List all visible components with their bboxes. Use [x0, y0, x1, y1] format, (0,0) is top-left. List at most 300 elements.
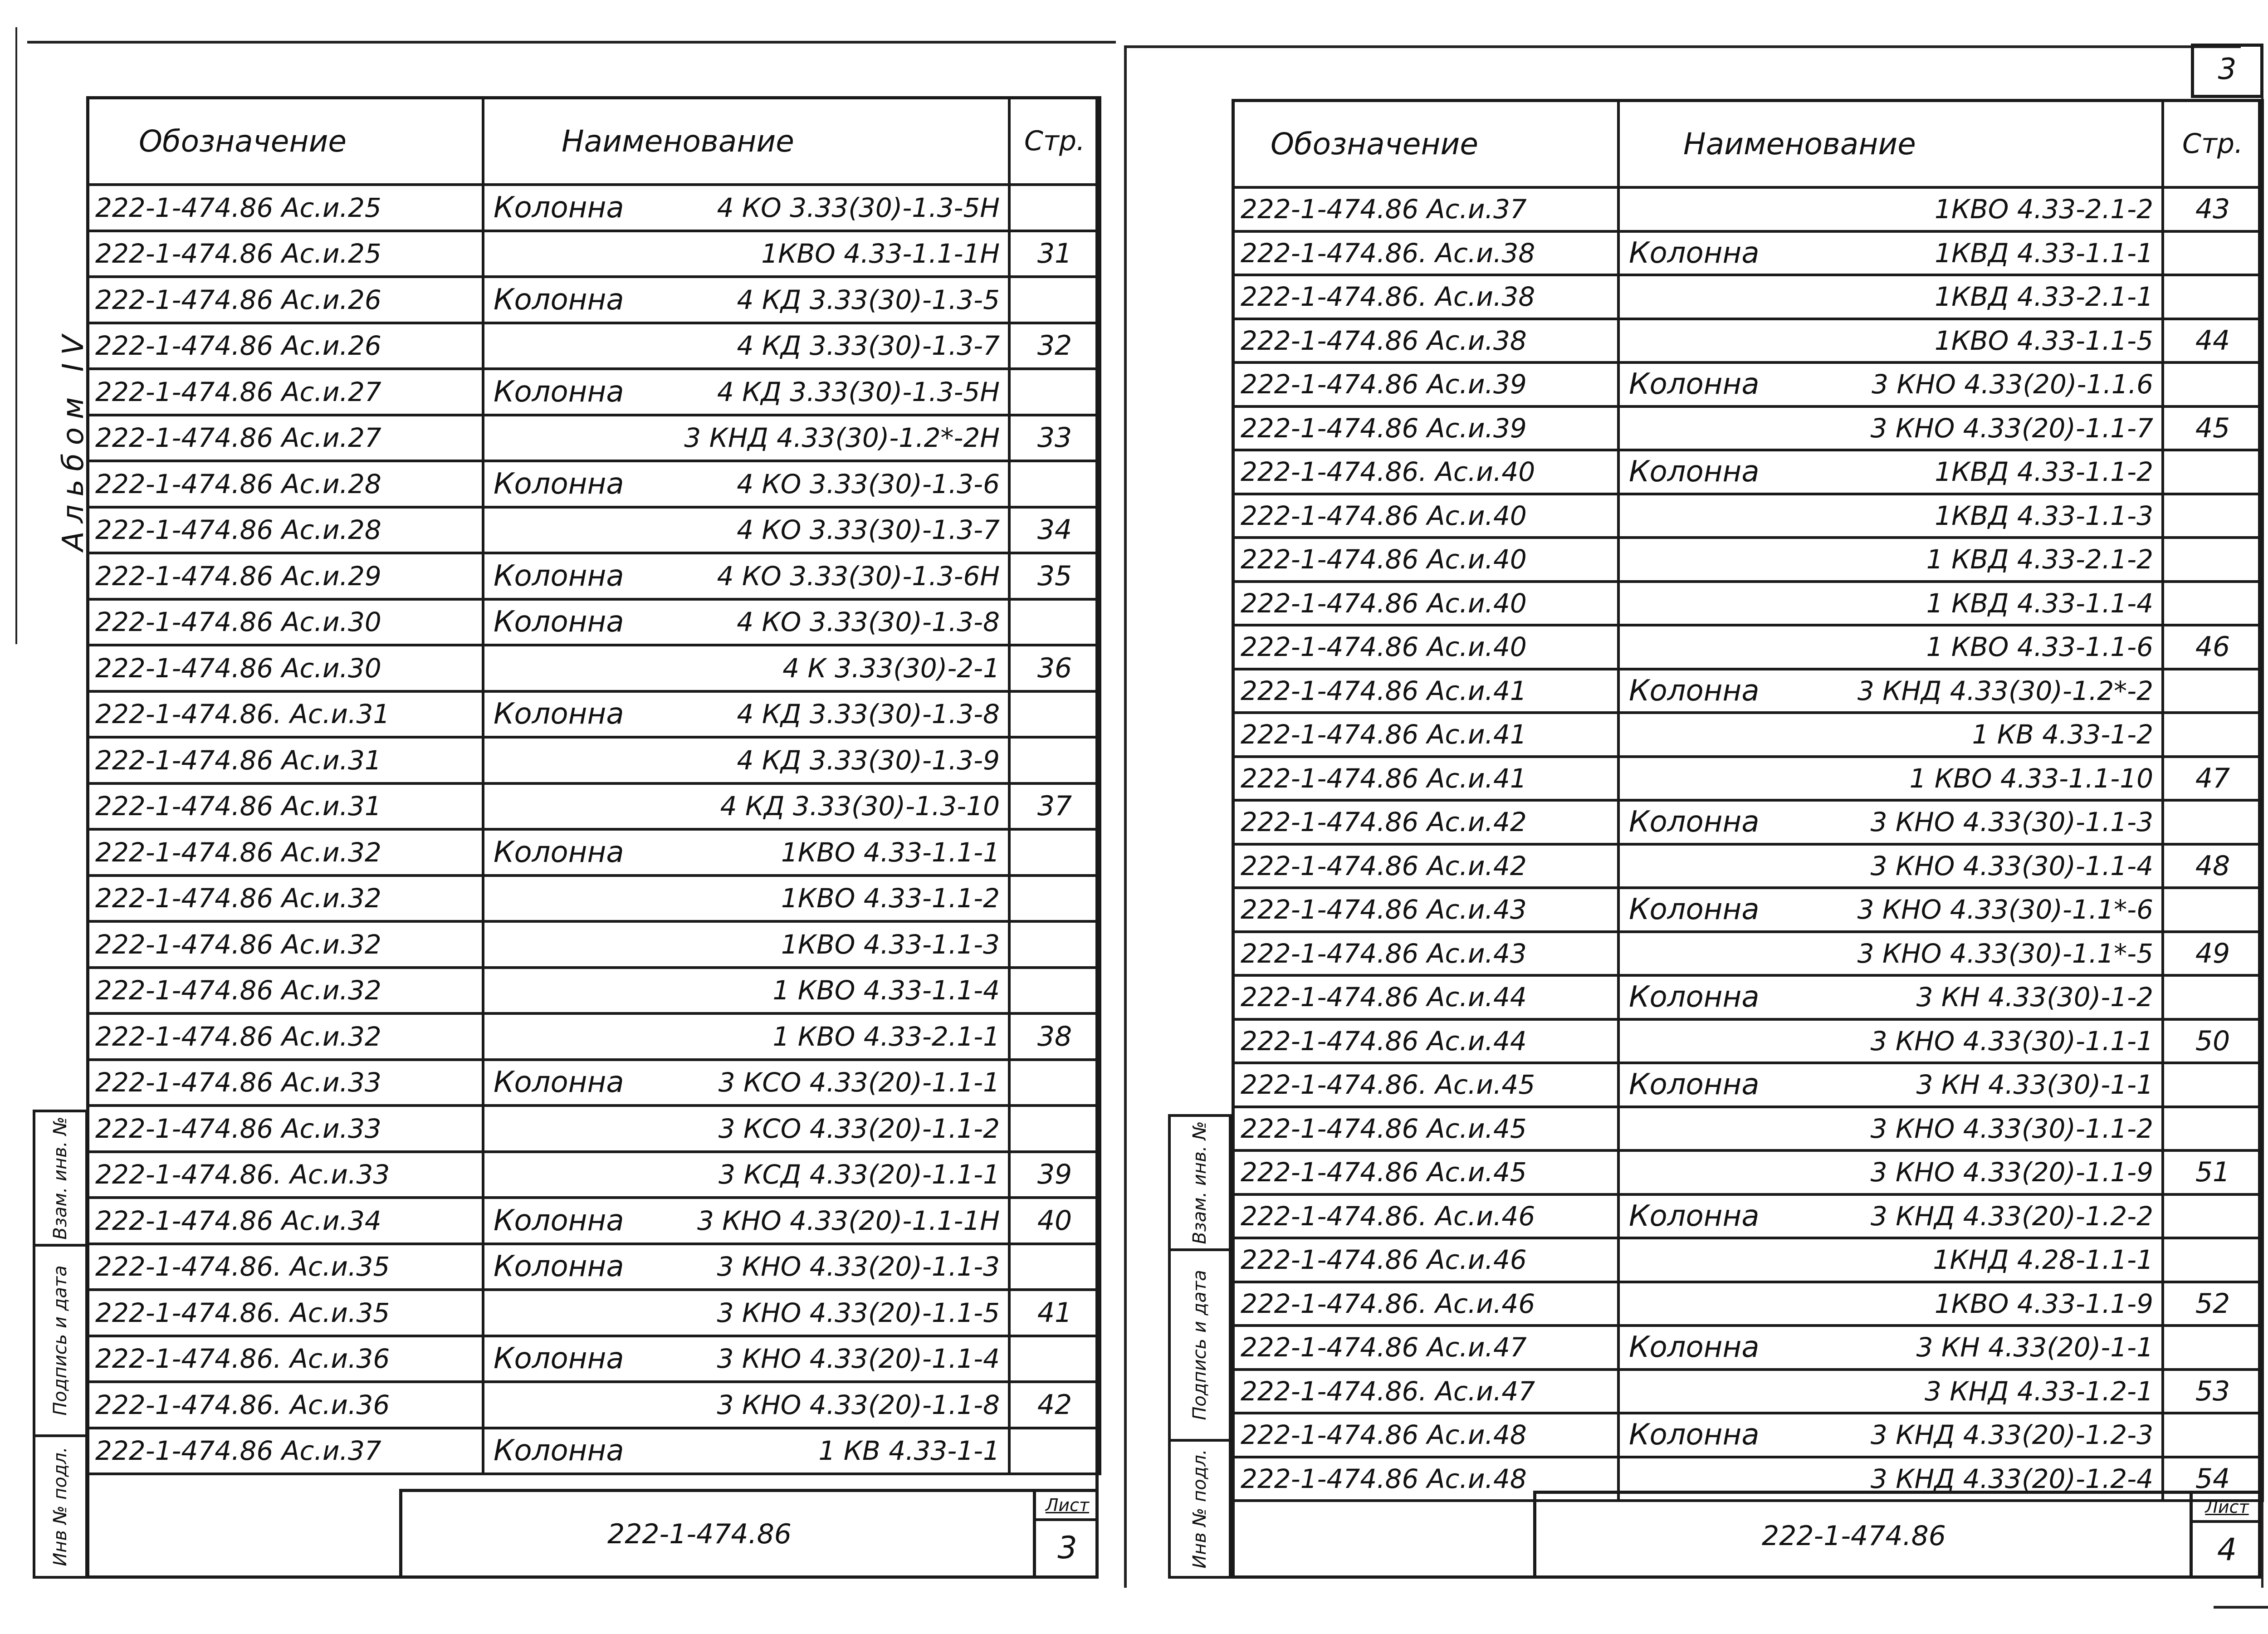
table-row [1233, 1413, 2263, 1457]
designation-cell: 222-1-474.86 Ас.и.31 [88, 737, 483, 783]
designation-cell: 222-1-474.86 Ас.и.48 [1233, 1413, 1618, 1457]
designation-cell: 222-1-474.86 Ас.и.39 [1233, 406, 1618, 450]
top-edge-line [27, 41, 1116, 44]
element-mark: 1КВО 4.33-1.1-1 [781, 837, 1000, 868]
designation-cell: 222-1-474.86 Ас.и.32 [88, 968, 483, 1014]
element-mark: 3 КНД 4.33(30)-1.2*-2 [1857, 675, 2153, 706]
element-mark: 1КВО 4.33-1.1-5 [1934, 325, 2153, 356]
left-sidebar-label-1: Инв № подл. [50, 1447, 71, 1566]
name-cell [483, 1013, 1009, 1060]
page-cell: 41 [1009, 1290, 1100, 1336]
page-cell [1009, 968, 1100, 1014]
name-cell [483, 1336, 1009, 1382]
table-row [1233, 1150, 2263, 1194]
element-type: Колонна [494, 1250, 624, 1284]
element-mark: 1 КВД 4.33-2.1-2 [1926, 544, 2153, 575]
right-index-table [1232, 99, 2264, 1502]
page-number-box [2191, 44, 2263, 98]
element-mark: 3 КНО 4.33(30)-1.1-4 [1870, 850, 2153, 881]
element-type: Колонна [494, 283, 624, 317]
page-cell: 32 [1009, 323, 1100, 369]
designation-cell: 222-1-474.86 Ас.и.27 [88, 415, 483, 461]
designation-cell: 222-1-474.86 Ас.и.40 [1233, 582, 1618, 626]
designation-cell: 222-1-474.86. Ас.и.45 [1233, 1063, 1618, 1107]
name-cell [1618, 800, 2163, 844]
element-mark: 3 КНО 4.33(20)-1.1-9 [1870, 1157, 2153, 1188]
page-cell [1009, 1106, 1100, 1152]
left-sidebar-label-2: Подпись и дата [50, 1265, 71, 1416]
element-type: Колонна [494, 467, 624, 501]
page-cell: 38 [1009, 1013, 1100, 1060]
name-cell [1618, 1019, 2163, 1063]
element-mark: 4 КО 3.33(30)-1.3-6 [737, 468, 1000, 499]
table-row [88, 461, 1100, 507]
element-mark: 3 КНД 4.33(20)-1.2-4 [1870, 1463, 2153, 1494]
table-row [1233, 494, 2263, 538]
designation-cell: 222-1-474.86 Ас.и.32 [88, 829, 483, 876]
designation-cell: 222-1-474.86. Ас.и.40 [1233, 450, 1618, 494]
element-mark: 4 КО 3.33(30)-1.3-6Н [717, 560, 1000, 592]
table-row [1233, 1370, 2263, 1414]
table-row [88, 1013, 1100, 1060]
table-row [1233, 932, 2263, 976]
left-sheet-number: 3 [1057, 1530, 1077, 1566]
element-type: Колонна [494, 1434, 624, 1468]
name-cell [1618, 1238, 2163, 1282]
page-cell: 37 [1009, 783, 1100, 830]
designation-cell: 222-1-474.86 Ас.и.40 [1233, 494, 1618, 538]
name-cell [1618, 1194, 2163, 1238]
element-mark: 4 КО 3.33(30)-1.3-5Н [717, 192, 1000, 223]
table-row [88, 323, 1100, 369]
name-cell [1618, 888, 2163, 932]
element-mark: 4 КД 3.33(30)-1.3-9 [737, 744, 1000, 776]
name-cell [1618, 1326, 2163, 1370]
page-cell [1009, 921, 1100, 968]
element-mark: 4 К 3.33(30)-2-1 [782, 652, 1000, 684]
name-cell [1618, 932, 2163, 976]
designation-cell: 222-1-474.86 Ас.и.25 [88, 185, 483, 231]
element-type: Колонна [1629, 367, 1760, 401]
element-mark: 1КВО 4.33-1.1-3 [781, 929, 1000, 960]
name-cell [483, 1428, 1009, 1474]
designation-cell: 222-1-474.86. Ас.и.46 [1233, 1282, 1618, 1326]
name-cell [1618, 1063, 2163, 1107]
designation-cell: 222-1-474.86 Ас.и.38 [1233, 319, 1618, 363]
page-cell: 50 [2163, 1019, 2263, 1063]
element-type: Колонна [1629, 1331, 1760, 1365]
element-type: Колонна [494, 697, 624, 731]
right-sheet-number: 4 [2217, 1532, 2237, 1568]
name-cell [483, 369, 1009, 415]
table-row [1233, 669, 2263, 713]
page-cell [2163, 362, 2263, 406]
page-cell: 46 [2163, 625, 2263, 669]
element-mark: 4 КД 3.33(30)-1.3-10 [720, 791, 1000, 822]
element-type: Колонна [494, 1203, 624, 1238]
element-mark: 4 КД 3.33(30)-1.3-5 [737, 284, 1000, 315]
element-mark: 3 КНО 4.33(30)-1.1*-6 [1857, 894, 2153, 925]
right-header-row [1233, 100, 2263, 187]
page-cell: 54 [2163, 1457, 2263, 1501]
element-mark: 4 КД 3.33(30)-1.3-5Н [717, 376, 1000, 407]
table-row [1233, 582, 2263, 626]
name-cell [483, 645, 1009, 691]
name-cell [1618, 275, 2163, 319]
element-mark: 1КВО 4.33-1.1-9 [1934, 1288, 2153, 1319]
page-cell: 35 [1009, 553, 1100, 599]
page-cell [1009, 1336, 1100, 1382]
left-stamp-code: 222-1-474.86 [607, 1518, 792, 1550]
designation-cell: 222-1-474.86. Ас.и.38 [1233, 275, 1618, 319]
left-sheet-label: Лист [1036, 1492, 1099, 1521]
name-cell [483, 507, 1009, 553]
album-label: Альбом IV [57, 327, 90, 551]
element-mark: 1КВО 4.33-2.1-2 [1934, 194, 2153, 225]
table-row [1233, 844, 2263, 888]
table-row [1233, 1326, 2263, 1370]
name-cell [483, 1152, 1009, 1198]
table-row [1233, 888, 2263, 932]
page-cell: 52 [2163, 1282, 2263, 1326]
name-cell [483, 876, 1009, 922]
right-table-body [1233, 187, 2263, 1501]
table-row [1233, 1107, 2263, 1151]
element-type: Колонна [1629, 980, 1760, 1014]
designation-cell: 222-1-474.86. Ас.и.38 [1233, 231, 1618, 275]
designation-cell: 222-1-474.86. Ас.и.36 [88, 1336, 483, 1382]
name-cell [483, 415, 1009, 461]
header-designation: Обозначение [88, 98, 483, 185]
element-mark: 1 КВ 4.33-1-2 [1972, 719, 2153, 750]
element-mark: 3 КСД 4.33(20)-1.1-1 [719, 1159, 1000, 1190]
element-mark: 1КВД 4.33-1.1-2 [1935, 456, 2153, 488]
name-cell [1618, 713, 2163, 757]
designation-cell: 222-1-474.86 Ас.и.34 [88, 1198, 483, 1244]
name-cell [483, 1290, 1009, 1336]
table-row [88, 1152, 1100, 1198]
name-cell [483, 1198, 1009, 1244]
designation-cell: 222-1-474.86. Ас.и.35 [88, 1290, 483, 1336]
designation-cell: 222-1-474.86. Ас.и.46 [1233, 1194, 1618, 1238]
designation-cell: 222-1-474.86 Ас.и.31 [88, 783, 483, 830]
element-type: Колонна [1629, 1418, 1760, 1452]
designation-cell: 222-1-474.86 Ас.и.44 [1233, 975, 1618, 1019]
page-cell [2163, 1107, 2263, 1151]
name-cell [483, 783, 1009, 830]
element-mark: 3 КНО 4.33(20)-1.1-5 [717, 1297, 1000, 1328]
name-cell [483, 231, 1009, 277]
designation-cell: 222-1-474.86 Ас.и.42 [1233, 844, 1618, 888]
name-cell [1618, 844, 2163, 888]
designation-cell: 222-1-474.86 Ас.и.40 [1233, 625, 1618, 669]
designation-cell: 222-1-474.86 Ас.и.32 [88, 1013, 483, 1060]
table-row [88, 1060, 1100, 1106]
element-type: Колонна [494, 559, 624, 593]
element-mark: 4 КО 3.33(30)-1.3-7 [737, 514, 1000, 546]
element-mark: 3 КНО 4.33(20)-1.1-7 [1870, 412, 2153, 444]
right-sidebar-cell-1 [1171, 1117, 1229, 1248]
left-header-row [88, 98, 1100, 185]
name-cell [483, 1060, 1009, 1106]
page-cell [1009, 1244, 1100, 1290]
table-row [88, 829, 1100, 876]
designation-cell: 222-1-474.86 Ас.и.30 [88, 645, 483, 691]
name-cell [1618, 669, 2163, 713]
left-sheet-box [1033, 1492, 1099, 1575]
table-row [88, 231, 1100, 277]
header-name: Наименование [483, 98, 1009, 185]
table-row [88, 968, 1100, 1014]
name-cell [1618, 582, 2163, 626]
name-cell [1618, 494, 2163, 538]
table-row [1233, 1019, 2263, 1063]
left-index-table [86, 96, 1101, 1475]
element-mark: 1 КВО 4.33-2.1-1 [772, 1021, 1000, 1052]
name-cell [1618, 538, 2163, 582]
left-sidebar-cell-1 [35, 1112, 85, 1244]
page-cell [1009, 185, 1100, 231]
name-cell [1618, 975, 2163, 1019]
name-cell [483, 737, 1009, 783]
page-cell [2163, 450, 2263, 494]
left-table-body [88, 185, 1100, 1474]
name-cell [483, 323, 1009, 369]
name-cell [483, 553, 1009, 599]
table-row [88, 921, 1100, 968]
left-stamp [399, 1489, 1099, 1579]
element-type: Колонна [1629, 236, 1760, 270]
element-mark: 3 КНО 4.33(30)-1.1-2 [1870, 1113, 2153, 1144]
designation-cell: 222-1-474.86 Ас.и.47 [1233, 1326, 1618, 1370]
page-cell [1009, 876, 1100, 922]
table-row [88, 1106, 1100, 1152]
designation-cell: 222-1-474.86 Ас.и.33 [88, 1060, 483, 1106]
page-cell: 39 [1009, 1152, 1100, 1198]
table-row [88, 553, 1100, 599]
header-designation: Обозначение [1233, 100, 1618, 187]
right-sidebar [1168, 1114, 1232, 1579]
designation-cell: 222-1-474.86 Ас.и.41 [1233, 669, 1618, 713]
table-row [88, 1382, 1100, 1428]
name-cell [1618, 757, 2163, 801]
designation-cell: 222-1-474.86 Ас.и.43 [1233, 932, 1618, 976]
page-cell [1009, 1428, 1100, 1474]
table-row [88, 783, 1100, 830]
element-mark: 3 КН 4.33(30)-1-2 [1916, 982, 2153, 1013]
element-mark: 1 КВО 4.33-1.1-10 [1909, 763, 2153, 794]
table-row [1233, 1282, 2263, 1326]
page-cell: 36 [1009, 645, 1100, 691]
name-cell [1618, 319, 2163, 363]
element-mark: 3 КНД 4.33(20)-1.2-3 [1870, 1419, 2153, 1451]
element-mark: 3 КНО 4.33(20)-1.1-1Н [697, 1205, 1000, 1236]
table-row [1233, 1063, 2263, 1107]
page-cell: 40 [1009, 1198, 1100, 1244]
element-mark: 4 КД 3.33(30)-1.3-8 [737, 699, 1000, 730]
table-row [1233, 275, 2263, 319]
table-row [88, 1198, 1100, 1244]
page-cell [1009, 829, 1100, 876]
name-cell [1618, 1282, 2163, 1326]
page-cell: 49 [2163, 932, 2263, 976]
page-cell [2163, 800, 2263, 844]
table-row [88, 1290, 1100, 1336]
page-cell [1009, 277, 1100, 323]
table-row [88, 1336, 1100, 1382]
element-type: Колонна [1629, 893, 1760, 927]
name-cell [1618, 231, 2163, 275]
table-row [1233, 757, 2263, 801]
table-row [1233, 1238, 2263, 1282]
designation-cell: 222-1-474.86 Ас.и.30 [88, 599, 483, 646]
element-mark: 3 КНД 4.33(30)-1.2*-2Н [684, 422, 1000, 454]
element-mark: 1КВО 4.33-1.1-2 [781, 883, 1000, 914]
name-cell [483, 277, 1009, 323]
element-mark: 3 КСО 4.33(20)-1.1-1 [718, 1067, 1000, 1098]
designation-cell: 222-1-474.86. Ас.и.36 [88, 1382, 483, 1428]
designation-cell: 222-1-474.86 Ас.и.46 [1233, 1238, 1618, 1282]
name-cell [483, 1106, 1009, 1152]
table-row [1233, 187, 2263, 231]
element-type: Колонна [494, 1342, 624, 1376]
table-row [88, 691, 1100, 738]
header-page: Стр. [1009, 98, 1100, 185]
element-mark: 1 КВ 4.33-1-1 [818, 1435, 1000, 1467]
page-cell [2163, 1413, 2263, 1457]
page-cell [1009, 599, 1100, 646]
designation-cell: 222-1-474.86. Ас.и.31 [88, 691, 483, 738]
table-row [1233, 1194, 2263, 1238]
element-mark: 1КНД 4.28-1.1-1 [1933, 1244, 2153, 1276]
page-cell: 48 [2163, 844, 2263, 888]
name-cell [1618, 1150, 2163, 1194]
page-cell [2163, 1238, 2263, 1282]
left-edge-line [15, 27, 17, 644]
page-cell: 33 [1009, 415, 1100, 461]
table-row [1233, 319, 2263, 363]
designation-cell: 222-1-474.86 Ас.и.26 [88, 277, 483, 323]
element-type: Колонна [1629, 1068, 1760, 1102]
name-cell [1618, 450, 2163, 494]
right-sheet-box [2190, 1494, 2261, 1575]
element-type: Колонна [494, 605, 624, 639]
left-sidebar-cell-2 [35, 1244, 85, 1434]
element-type: Колонна [494, 375, 624, 409]
element-mark: 3 КН 4.33(20)-1-1 [1916, 1332, 2153, 1363]
designation-cell: 222-1-474.86 Ас.и.28 [88, 461, 483, 507]
designation-cell: 222-1-474.86. Ас.и.33 [88, 1152, 483, 1198]
header-page: Стр. [2163, 100, 2263, 187]
page-cell: 53 [2163, 1370, 2263, 1414]
name-cell [483, 599, 1009, 646]
table-row [88, 415, 1100, 461]
name-cell [483, 829, 1009, 876]
name-cell [483, 921, 1009, 968]
designation-cell: 222-1-474.86 Ас.и.42 [1233, 800, 1618, 844]
name-cell [483, 1382, 1009, 1428]
name-cell [483, 185, 1009, 231]
name-cell [1618, 362, 2163, 406]
right-sidebar-label-3: Взам. инв. № [1189, 1121, 1210, 1244]
table-row [88, 645, 1100, 691]
element-mark: 3 КНО 4.33(30)-1.1-3 [1870, 807, 2153, 838]
element-mark: 3 КНД 4.33-1.2-1 [1924, 1375, 2153, 1407]
table-row [1233, 975, 2263, 1019]
designation-cell: 222-1-474.86 Ас.и.41 [1233, 757, 1618, 801]
page-cell [1009, 691, 1100, 738]
element-type: Колонна [1629, 674, 1760, 708]
element-mark: 1КВД 4.33-1.1-3 [1935, 500, 2153, 531]
page-cell: 34 [1009, 507, 1100, 553]
table-row [88, 876, 1100, 922]
element-mark: 3 КНО 4.33(20)-1.1-3 [717, 1251, 1000, 1282]
designation-cell: 222-1-474.86 Ас.и.26 [88, 323, 483, 369]
designation-cell: 222-1-474.86 Ас.и.29 [88, 553, 483, 599]
designation-cell: 222-1-474.86 Ас.и.45 [1233, 1150, 1618, 1194]
page-cell [2163, 582, 2263, 626]
designation-cell: 222-1-474.86 Ас.и.27 [88, 369, 483, 415]
element-mark: 3 КСО 4.33(20)-1.1-2 [718, 1113, 1000, 1144]
element-type: Колонна [494, 835, 624, 869]
page-cell: 44 [2163, 319, 2263, 363]
element-mark: 3 КНО 4.33(20)-1.1-8 [717, 1389, 1000, 1420]
designation-cell: 222-1-474.86 Ас.и.43 [1233, 888, 1618, 932]
table-row [88, 185, 1100, 231]
table-row [1233, 362, 2263, 406]
page-cell [2163, 888, 2263, 932]
table-row [88, 737, 1100, 783]
table-row [1233, 406, 2263, 450]
designation-cell: 222-1-474.86 Ас.и.37 [88, 1428, 483, 1474]
element-mark: 3 КН 4.33(30)-1-1 [1916, 1069, 2153, 1101]
name-cell [1618, 1413, 2163, 1457]
bottom-right-mark [2214, 1606, 2268, 1609]
table-row [1233, 450, 2263, 494]
designation-cell: 222-1-474.86 Ас.и.28 [88, 507, 483, 553]
designation-cell: 222-1-474.86 Ас.и.32 [88, 876, 483, 922]
page-cell [1009, 369, 1100, 415]
element-type: Колонна [1629, 1199, 1760, 1233]
element-type: Колонна [494, 191, 624, 225]
table-row [1233, 231, 2263, 275]
page-cell [2163, 713, 2263, 757]
designation-cell: 222-1-474.86 Ас.и.32 [88, 921, 483, 968]
element-mark: 3 КНО 4.33(30)-1.1-1 [1870, 1025, 2153, 1057]
table-row [88, 507, 1100, 553]
left-sidebar-label-3: Взам. инв. № [50, 1116, 71, 1240]
name-cell [1618, 406, 2163, 450]
page-cell: 45 [2163, 406, 2263, 450]
page-cell [2163, 975, 2263, 1019]
page-cell [2163, 1194, 2263, 1238]
element-mark: 1 КВО 4.33-1.1-6 [1926, 631, 2153, 663]
element-mark: 1 КВО 4.33-1.1-4 [772, 975, 1000, 1006]
name-cell [1618, 187, 2163, 231]
element-mark: 1КВО 4.33-1.1-1Н [761, 238, 1000, 269]
page-cell [2163, 1326, 2263, 1370]
designation-cell: 222-1-474.86. Ас.и.35 [88, 1244, 483, 1290]
element-mark: 1КВД 4.33-2.1-1 [1935, 281, 2153, 313]
table-row [1233, 713, 2263, 757]
page-cell [1009, 1060, 1100, 1106]
page-cell: 51 [2163, 1150, 2263, 1194]
page-cell: 42 [1009, 1382, 1100, 1428]
page-cell [2163, 494, 2263, 538]
table-row [88, 1244, 1100, 1290]
name-cell [483, 461, 1009, 507]
designation-cell: 222-1-474.86 Ас.и.39 [1233, 362, 1618, 406]
